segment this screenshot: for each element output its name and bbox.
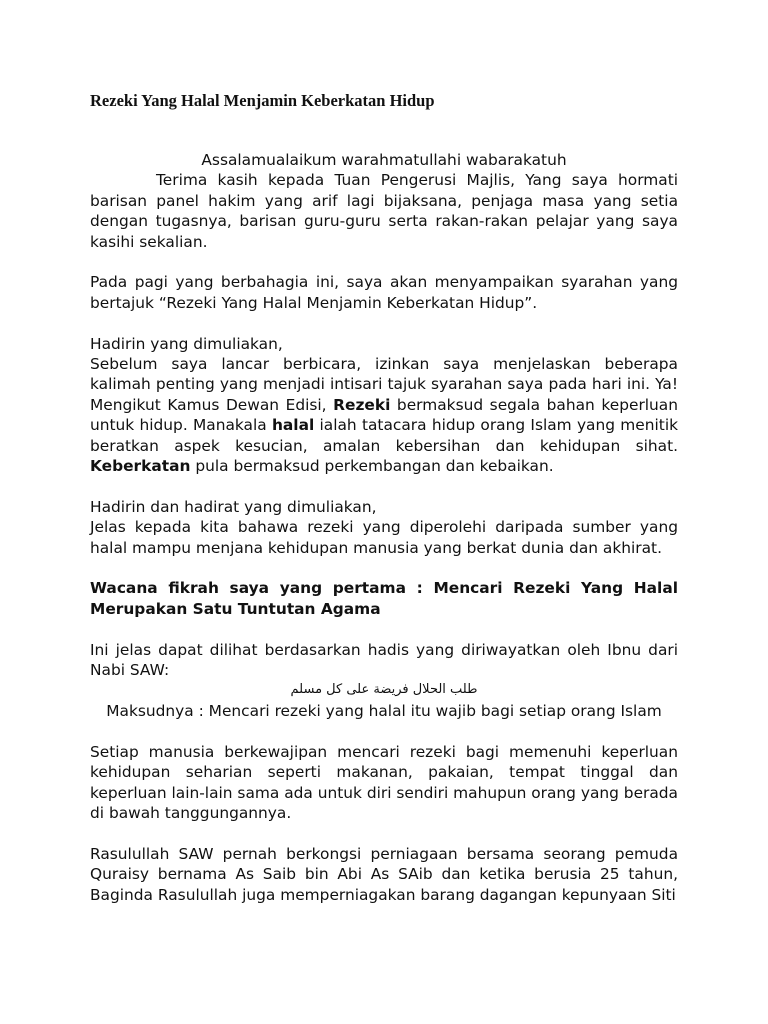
definition-text-2: bermaksud segala bahan keperluan untuk hidup. Manakala <box>90 395 678 435</box>
greeting: Assalamualaikum warahmatullahi wabarakatuh <box>201 151 567 169</box>
paragraph-gap <box>90 823 678 843</box>
paragraph-gap <box>90 313 678 333</box>
paragraph-gap <box>90 252 678 272</box>
paragraph-gap <box>90 721 678 741</box>
opening-paragraph: Terima kasih kepada Tuan Pengerusi Majlis, Yang saya hormati barisan panel hakim yang arif lagi bijaksana, penjaga masa yang setia dengan tugasnya, barisan guru-guru serta rakan-rakan pelajar yang saya kasihi sekalian. <box>90 171 678 251</box>
document-body <box>90 150 678 905</box>
hadith-arabic: طلب الحلال فريضة على كل مسلم <box>290 682 478 698</box>
needs-paragraph: Setiap manusia berkewajipan mencari rezeki bagi memenuhi keperluan kehidupan seharian seperti makanan, pakaian, tempat tinggal dan keperluan lain-lain sama ada untuk diri sendiri mahupun orang yang berada di bawah tanggungannya. <box>90 742 678 822</box>
definition-paragraph <box>90 354 678 476</box>
intro-paragraph: Pada pagi yang berbahagia ini, saya akan menyampaikan syarahan yang bertajuk “Rezeki Yang Halal Menjamin Keberkatan Hidup”. <box>90 273 678 312</box>
rasulullah-paragraph: Rasulullah SAW pernah berkongsi perniagaan bersama seorang pemuda Quraisy bernama As Saib bin Abi As SAib dan ketika berusia 25 tahun, Baginda Rasulullah juga memperniagakan barang dagangan kepunyaan Siti <box>90 844 678 904</box>
term-halal: halal <box>271 416 315 435</box>
paragraph-gap <box>90 619 678 639</box>
definition-text-1: Sebelum saya lancar berbicara, izinkan saya menjelaskan beberapa kalimah penting yang menjadi intisari tajuk syarahan saya pada hari ini. Ya! Mengikut Kamus Dewan Edisi, <box>90 355 678 414</box>
address-line-1: Hadirin yang dimuliakan, <box>90 334 283 353</box>
term-keberkatan: Keberkatan <box>90 457 191 476</box>
paragraph-gap <box>90 476 678 496</box>
section-heading: Wacana fikrah saya yang pertama : Mencari Rezeki Yang Halal Merupakan Satu Tuntutan Agama <box>90 579 678 618</box>
definition-text-3: ialah tatacara hidup orang Islam yang menitik beratkan aspek kesucian, amalan kebersihan dan kehidupan sihat. <box>90 416 679 455</box>
term-rezeki: Rezeki <box>333 395 391 414</box>
hadith-meaning: Maksudnya : Mencari rezeki yang halal itu wajib bagi setiap orang Islam <box>106 701 662 720</box>
paragraph-gap <box>90 558 678 578</box>
address-line-2: Hadirin dan hadirat yang dimuliakan, <box>90 497 377 516</box>
statement-paragraph: Jelas kepada kita bahawa rezeki yang diperolehi daripada sumber yang halal mampu menjana kehidupan manusia yang berkat dunia dan akhirat. <box>90 518 678 557</box>
document-title: Rezeki Yang Halal Menjamin Keberkatan Hidup <box>90 91 435 110</box>
definition-text-4: pula bermaksud perkembangan dan kebaikan. <box>190 457 554 476</box>
hadith-intro: Ini jelas dapat dilihat berdasarkan hadis yang diriwayatkan oleh Ibnu dari Nabi SAW: <box>90 640 678 680</box>
